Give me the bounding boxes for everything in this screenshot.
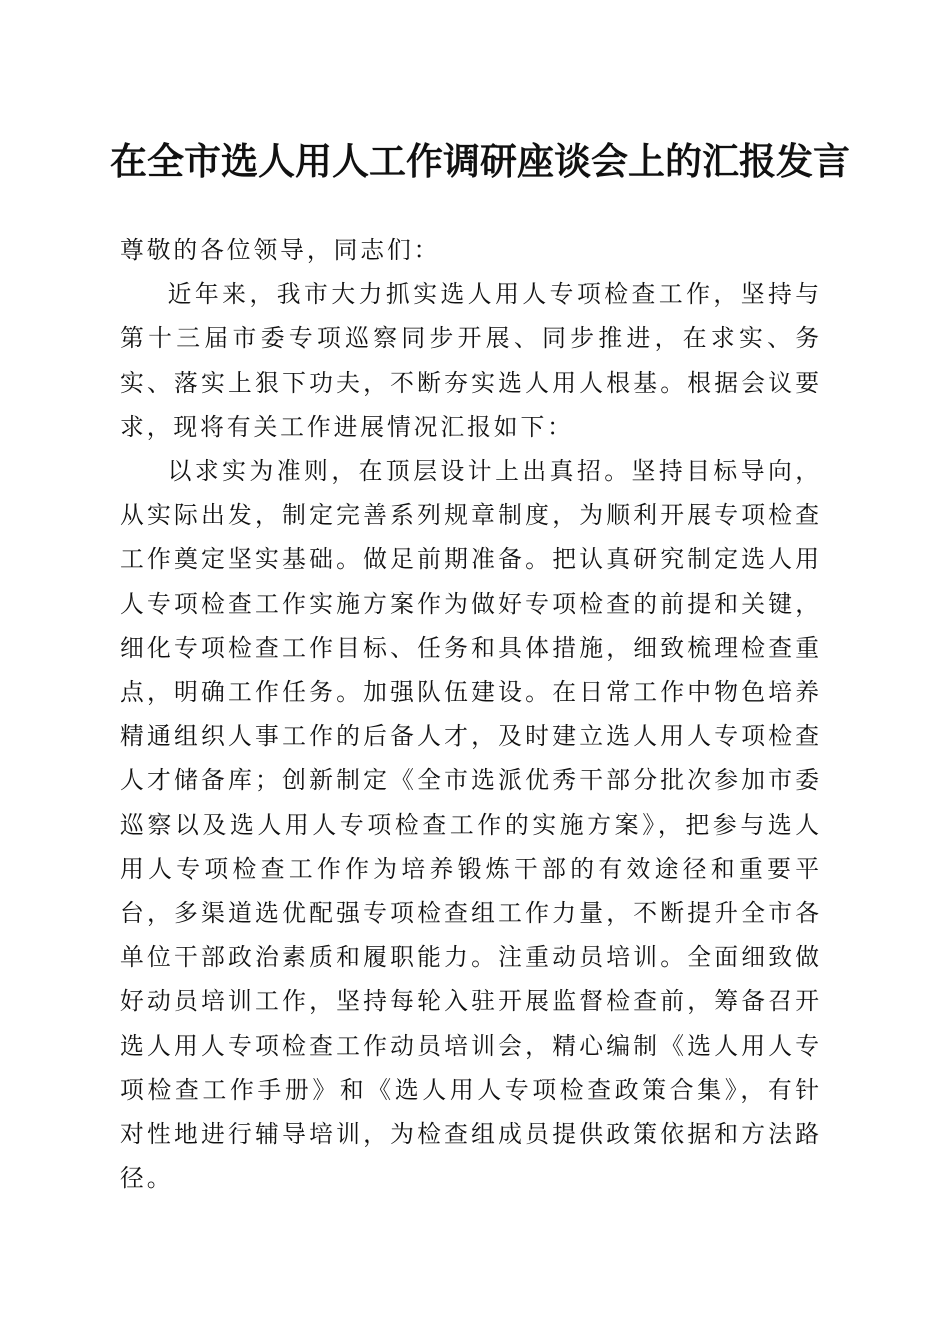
document-body (120, 228, 822, 1200)
document-title: 在全市选人用人工作调研座谈会上的汇报发言 (110, 139, 850, 183)
salutation: 尊敬的各位领导，同志们： (120, 236, 441, 264)
paragraph-top-level-design: 以求实为准则，在顶层设计上出真招。坚持目标导向，从实际出发，制定完善系列规章制度，为顺利开展专项检查工作奠定坚实基础。做足前期准备。把认真研究制定选人用人专项检查工作实施方案作为做好专项检查的前提和关键，细化专项检查工作目标、任务和具体措施，细致梳理检查重点，明确工作任务。加强队伍建设。在日常工作中物色培养精通组织人事工作的后备人才，及时建立选人用人专项检查人才储备库；创新制定《全市选派优秀干部分批次参加市委巡察以及选人用人专项检查工作的实施方案》，把参与选人用人专项检查工作作为培养锻炼干部的有效途径和重要平台，多渠道选优配强专项检查组工作力量，不断提升全市各单位干部政治素质和履职能力。注重动员培训。全面细致做好动员培训工作，坚持每轮入驻开展监督检查前，筹备召开选人用人专项检查工作动员培训会，精心编制《选人用人专项检查工作手册》和《选人用人专项检查政策合集》，有针对性地进行辅导培训，为检查组成员提供政策依据和方法路径。 (120, 457, 822, 1193)
paragraph-intro: 近年来，我市大力抓实选人用人专项检查工作，坚持与第十三届市委专项巡察同步开展、同步推进，在求实、务实、落实上狠下功夫，不断夯实选人用人根基。根据会议要求，现将有关工作进展情况汇报如下： (120, 280, 822, 441)
